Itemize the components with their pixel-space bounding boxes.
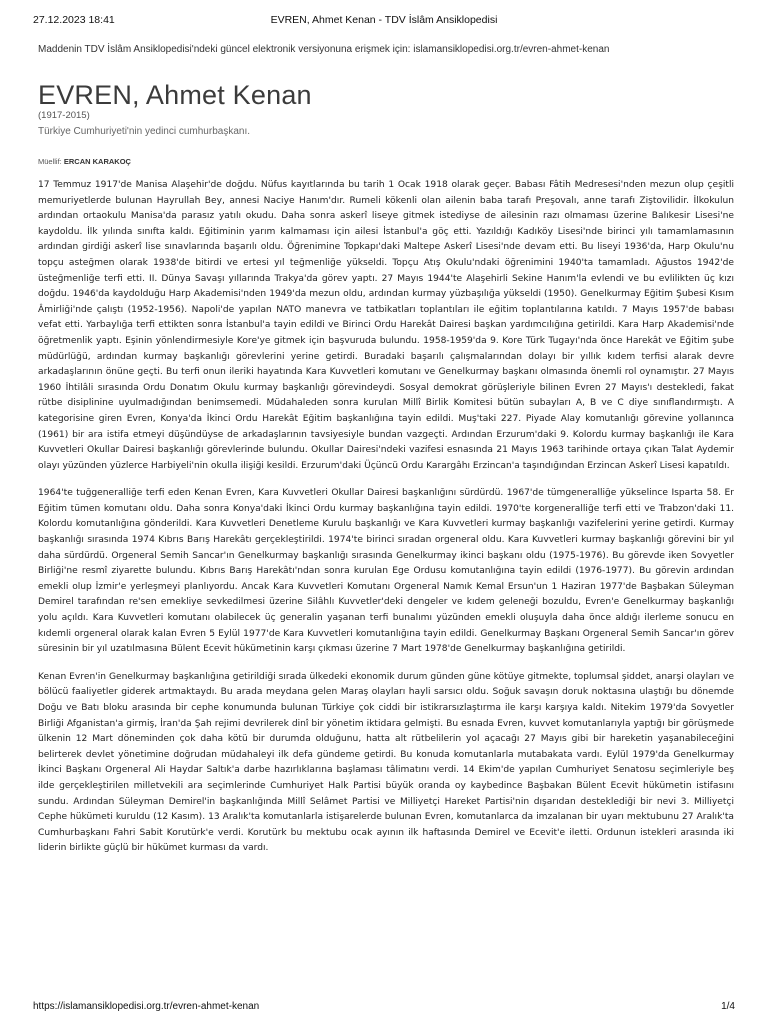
- article-body: [38, 178, 734, 869]
- print-datetime: 27.12.2023 18:41: [33, 14, 115, 26]
- article-title: EVREN, Ahmet Kenan: [38, 80, 312, 110]
- print-page-title: EVREN, Ahmet Kenan - TDV İslâm Ansiklopedisi: [270, 14, 498, 26]
- article-paragraph: 1964'te tuğgeneralliğe terfi eden Kenan Evren, Kara Kuvvetleri Okullar Dairesi başkanlığını sürdürdü. 1967'de tümgeneralliğe yükselince Isparta 58. Er Eğitim tümen komutanı oldu. Daha sonra Konya'daki İkinci Ordu kurmay başkanlığına tayin edildi. 1970'te korgeneralliğe terfi etti ve Trabzon'daki 11. Kolordu komutanlığına gönderildi. Kara Kuvvetleri Denetleme Kurulu başkanlığı ve Kara Kuvvetleri kurmay başkanlığı vazifelerini yerine getirdi. Kurmay başkanlığı sırasında 1974 Kıbrıs Barış Harekâtı gerçekleştirildi. 1974'te birinci sıradan orgeneral oldu. Kara Kuvvetleri kurmay başkanlığı görevini bir yıl daha sürdürdü. Orgeneral Semih Sancar'ın Genelkurmay başkanlığı sırasında Genelkurmay ikinci başkanı oldu (1975-1976). Bu görevde iken Sovyetler Birliği'ne resmî ziyarette bulundu. Kıbrıs Barış Harekâtı'ndan sonra kurulan Ege Ordusu komutanlığına tayin edildi (1976-1977). Bu görevin ardından emekli olup İzmir'e yerleşmeyi planlıyordu. Ancak Kara Kuvvetleri Komutanı Orgeneral Namık Kemal Ersun'un 1 Haziran 1977'de Başbakan Süleyman Demirel tarafından re'sen emekliye sevkedilmesi üzerine Silâhlı Kuvvetler'deki dengeler ve kıdem geleneği bozuldu, Evren'e Genelkurmay başkanlığı yolu açıldı. Kara Kuvvetleri komutanı olabilecek üç generalin yaşanan terfi bunalımı yüzünden emekli oluşuyla daha önce aldığı ilerleme sonucu en kıdemli orgeneral olarak kalan Evren 5 Eylül 1977'de Kara Kuvvetleri komutanlığına tayin edildi. Genelkurmay Başkanı Orgeneral Semih Sancar'ın görev süresinin bir yıl uzatılmasına Bülent Ecevit hükümetinin karşı çıkması üzerine 7 Mart 1978'de Genelkurmay başkanlığına getirildi.: [38, 488, 734, 655]
- article-subtitle: Türkiye Cumhuriyeti'nin yedinci cumhurbaşkanı.: [38, 126, 250, 137]
- article-paragraph: Kenan Evren'in Genelkurmay başkanlığına getirildiği sırada ülkedeki ekonomik durum günden güne kötüye gitmekte, toplumsal şiddet, anarşi olayları ve bölücü faaliyetler giderek artmaktaydı. Bu arada meydana gelen Maraş olayları hayli sarsıcı oldu. Soğuk savaşın doruk noktasına ulaştığı bu dönemde Doğu ve Batı bloku arasında bir cephe konumunda bulunan Türkiye çok ciddi bir istikrarsızlaştırma ile karşı karşıya kaldı. Nitekim 1979'da Sovyetler Birliği Afganistan'a girmiş, İran'da Şah rejimi devrilerek dinî bir yönetim iktidara gelmişti. Bu esnada Evren, kuvvet komutanlarıyla yaptığı bir görüşmede ülkenin 12 Mart döneminden çok daha kötü bir durumda olduğunu, hatta alt rütbelilerin yol açacağı 27 Mayıs gibi bir hareketin yaşanabileceğini belirterek devlet yönetimine doğrudan müdahaleyi ilk defa gündeme getirdi. Bu konuda komutanlarla mutabakata vardı. Eylül 1979'da Genelkurmay İkinci Başkanı Orgeneral Ali Haydar Saltık'a darbe hazırlıklarına başlaması tâlimatını verdi. 14 Ekim'de yapılan Cumhuriyet Senatosu seçimleriyle beş ilde gerçekleştirilen milletvekili ara seçimlerinde Cumhuriyet Halk Partisi büyük oranda oy kaybedince Başbakan Bülent Ecevit hükümetin istifasını sundu. Ardından Süleyman Demirel'in başkanlığında Millî Selâmet Partisi ve Milliyetçi Hareket Partisi'nin dışarıdan desteklediği bir nevi 3. Milliyetçi Cephe hükümeti kuruldu (12 Kasım). 13 Aralık'ta komutanlarla istişarelerde bulunan Evren, komutanlarca da imzalanan bir uyarı mektubunu 27 Aralık'ta Cumhurbaşkanı Fahri Sabit Korutürk'e verdi. Korutürk bu mektubu ocak ayının ilk haftasında Demirel ve Ecevit'e iletti. Ordunun istekleri arasında iki liderin birlikte güçlü bir hükümet kurması da vardı.: [38, 671, 734, 854]
- author-label: Müellif:: [38, 157, 62, 166]
- author-line: [38, 157, 131, 166]
- access-note: Maddenin TDV İslâm Ansiklopedisi'ndeki güncel elektronik versiyonuna erişmek için: islamansiklopedisi.org.tr/evren-ahmet-kenan: [38, 44, 610, 55]
- author-name: ERCAN KARAKOÇ: [63, 157, 131, 166]
- article-paragraph: 17 Temmuz 1917'de Manisa Alaşehir'de doğdu. Nüfus kayıtlarında bu tarih 1 Ocak 1918 olarak geçer. Babası Fâtih Medresesi'nden mezun olup çeşitli memuriyetlerde bulunan Hayrullah Bey, annesi Naciye Hanım'dır. Rumeli kökenli olan ailenin baba tarafı Preşovalı, anne tarafı Ziştovilidir. İlkokulun ardından ortaokulu Manisa'da parasız yatılı okudu. Daha sonra askerî liseye gitmek istediyse de ailesinin razı olmaması üzerine Balıkesir Lisesi'ne kaydoldu. İlk yılında sınıfta kaldı. Eğitiminin yarım kalmaması için ailesi İstanbul'a göç etti. Yazıldığı Kadıköy Lisesi'nde birinci yılı tamamlamasının ardından girdiği askerî lise sınavlarında başarılı oldu. Öğrenimine Topkapı'daki Maltepe Askerî Lisesi'nde devam etti. Bu liseyi 1936'da, Harp Okulu'nu topçu asteğmen olarak 1938'de bitirdi ve ertesi yıl teğmenliğe yükseldi. Topçu Atış Okulu'ndaki öğrenimini 1940'ta tamamladı. Ağustos 1942'de üsteğmenliğe terfi etti. II. Dünya Savaşı yıllarında Trakya'da görev yaptı. 27 Mayıs 1944'te Alaşehirli Sekine Hanım'la evlendi ve bu evlilikten üç kızı doğdu. 1946'da kaydolduğu Harp Akademisi'nden 1949'da mezun oldu, ardından kurmay yüzbaşılığa yükseldi (1950). Genelkurmay Eğitim Şubesi Kısım Âmirliği'nde çalıştı (1952-1956). Napoli'de yapılan NATO manevra ve tatbikatları toplantıları ile eğitim toplantılarına katıldı. 7 Mayıs 1957'de babası vefat etti. Yarbaylığa terfi ettikten sonra İstanbul'a tayin edildi ve Birinci Ordu Harekât Dairesi başkan yardımcılığına getirildi. Kara Harp Akademisi'nde öğretmenlik yaptı. Eşinin yönlendirmesiyle Kore'ye gitmek için başvuruda bulundu. 1958-1959'da 9. Kore Türk Tugayı'nda önce Harekât ve Eğitim şube müdürlüğü, ardından kurmay başkanlığı görevlerini yerine getirdi. Buradaki başarılı çalışmalarından dolayı bir yıllık kıdem terfisi alarak devre arkadaşlarının önüne geçti. Bu terfi onun ileriki hayatında Kara Kuvvetleri komutanı ve Genelkurmay başkanı olmasında önemli rol oynamıştır. 27 Mayıs 1960 İhtilâli sırasında Ordu Donatım Okulu kurmay başkanlığı görevindeydi. Sosyal demokrat görüşleriyle bilinen Evren 27 Mayıs'ı destekledi, fakat rütbe disiplinine uyulmadığından benimsemedi. Müdahaleden sonra kurulan Millî Birlik Komitesi bütün subayları A, B ve C diye sınıflandırmıştı. A kategorisine giren Evren, Konya'da İkinci Ordu Harekât Eğitim başkanlığına tayin edildi. Muş'taki 227. Piyade Alay komutanlığı görevine yollanınca (1961) bir ara istifa etmeyi düşündüyse de arkadaşlarının tavsiyesiyle bundan vazgeçti. Ardından Erzurum'daki 9. Kolordu kurmay başkanlığı ile Kara Kuvvetleri Okullar Dairesi başkanlığı görevlerinde bulundu. Okullar Dairesi'ndeki vazifesi esnasında 21 Mayıs 1963 tarihinde ortaya çıkan Talat Aydemir olayı yüzünden yüzlerce Harbiyeli'nin okulla ilişiği kesildi. Erzurum'daki Üçüncü Ordu Karargâhı Erzincan'a taşındığından Erzincan Askerî Lisesi kapatıldı.: [38, 180, 734, 471]
- article-years: (1917-2015): [38, 110, 90, 121]
- print-url: https://islamansiklopedisi.org.tr/evren-ahmet-kenan: [33, 1001, 260, 1012]
- page-number: 1/4: [721, 1001, 735, 1012]
